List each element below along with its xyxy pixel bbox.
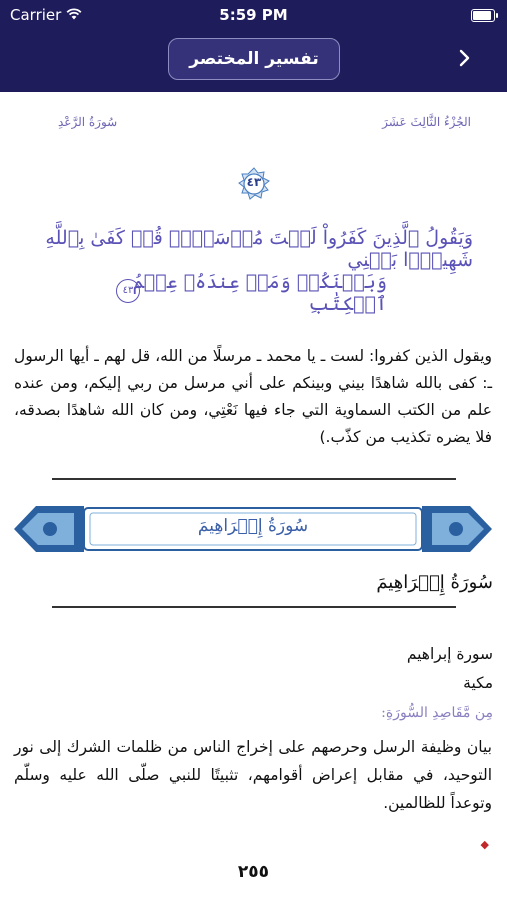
section-divider-bottom [52, 606, 456, 608]
status-time: 5:59 PM [219, 6, 288, 24]
surah-name-label: سورة إبراهيم [406, 645, 493, 663]
surah-type-label: مكية [463, 674, 493, 692]
ayah-line-2: وَبَيۡنَكُمۡ وَمَنۡ عِندَهُۥ عِلۡمُ ٱلۡكِتَٰبِ [132, 271, 387, 315]
chevron-right-icon[interactable] [455, 48, 475, 68]
nav-title[interactable]: تفسير المختصر [168, 38, 340, 80]
banner-title: سُورَةُ إِبۡرَاهِيمَ [197, 516, 309, 536]
surah-heading: سُورَةُ إِبۡرَاهِيمَ [376, 572, 493, 593]
ayah-number-medallion [237, 167, 271, 201]
annotation-mark-icon: ◆ [480, 838, 489, 851]
carrier-label: Carrier [10, 6, 62, 24]
ayah-number: ٤٣ [246, 175, 262, 189]
page-number: ٢٥٥ [237, 862, 270, 882]
juz-header: الجُزْءُ الثَّالِثَ عَشَرَ [382, 115, 471, 129]
section-divider-top [52, 478, 456, 480]
battery-icon [471, 9, 495, 22]
ayah-line-1: وَيَقُولُ ٱلَّذِينَ كَفَرُواْ لَسۡتَ مُرۡسَلٗاۚ قُلۡ كَفَىٰ بِٱللَّهِ شَهِيدَۢا بَيۡنِي [45, 227, 473, 271]
maqasid-paragraph: بيان وظيفة الرسل وحرصهم على إخراج الناس من ظلمات الشرك إلى نور التوحيد، في مقابل إعراض أقوامهم، تثبيتًا للنبي صلّى الله عليه وسلّم وتوعداً للظالمين. [14, 738, 492, 812]
tafsir-paragraph: ويقول الذين كفروا: لست ـ يا محمد ـ مرسلًا من الله، قل لهم ـ أيها الرسول ـ: كفى بالله شاهدًا بيني وبينكم على أني مرسل من ربي إليكم، ومن عنده علم من الكتب السماوية التي جاء فيها نَعْتِي، ومن كان الله شاهدًا بصدقه، فلا يضره تكذيب من كذّب.) [14, 347, 492, 446]
status-bar [0, 0, 507, 30]
ayah-end-marker [116, 279, 140, 303]
surah-banner [14, 498, 492, 560]
navigation-bar [0, 30, 507, 92]
maqasid-label: مِن مَّقَاصِدِ السُّورَةِ: [381, 705, 493, 721]
ayah-end-number: ٤٣ [122, 285, 134, 296]
surah-header: سُورَةُ الرَّعْدِ [58, 115, 118, 129]
